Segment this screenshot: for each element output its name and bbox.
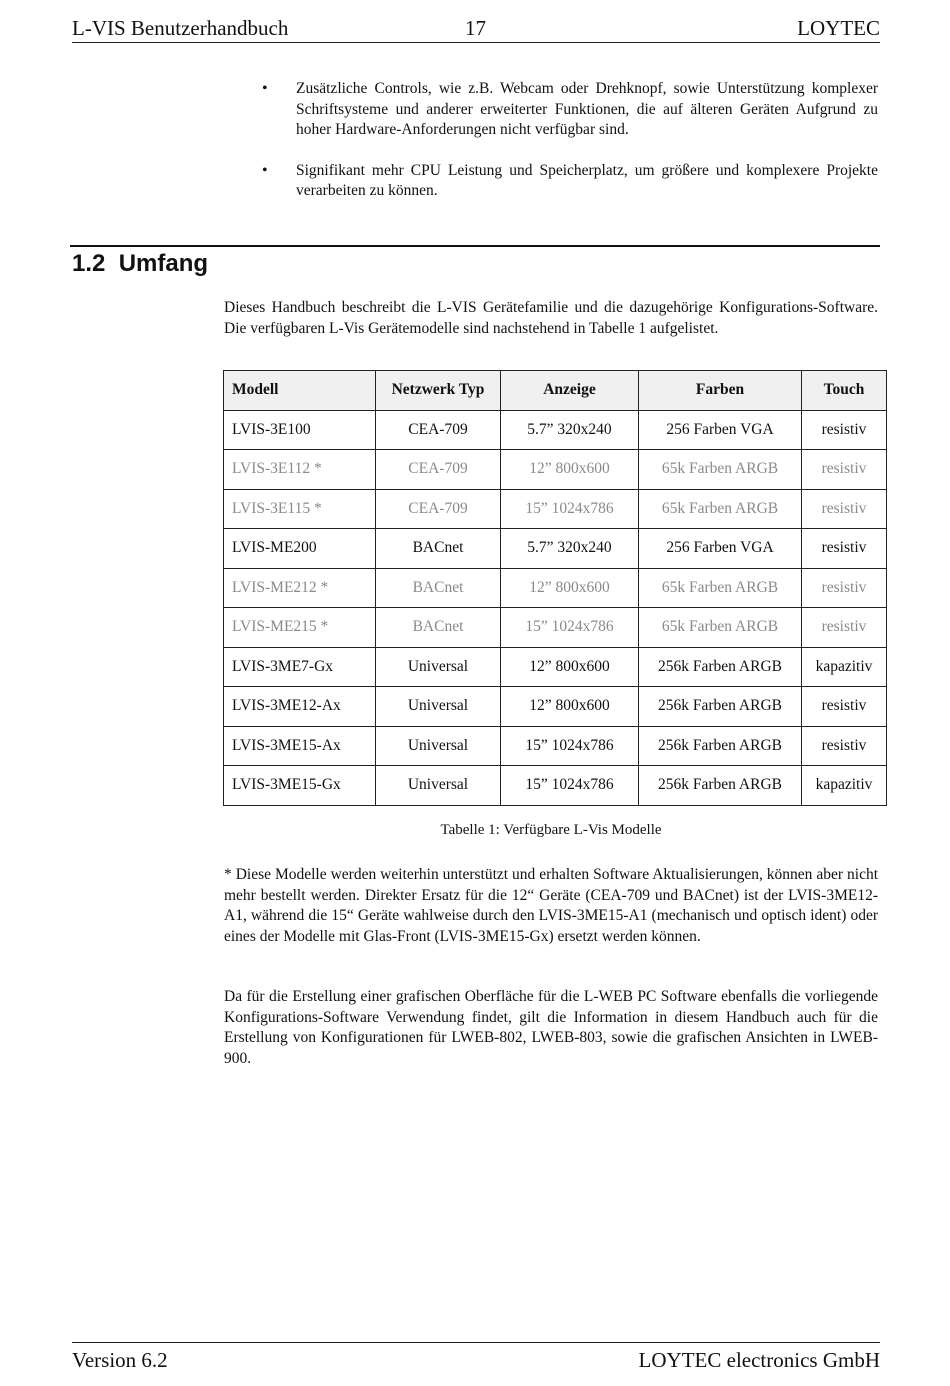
lweb-paragraph: Da für die Erstellung einer grafischen Oberfläche für die L-WEB PC Software ebenfalls die vorliegende Konfigurations-Software Verwendung findet, gilt die Information in diesem Handbuch auch für die Erstellung von Konfigurationen für LWEB-802, LWEB-803, sowie die grafischen Ansichten in LWEB-900. bbox=[224, 988, 878, 1067]
footer-company: LOYTEC electronics GmbH bbox=[638, 1348, 880, 1372]
cell-display: 15” 1024x786 bbox=[501, 608, 639, 648]
page-header bbox=[72, 14, 880, 43]
header-company: LOYTEC bbox=[797, 16, 880, 40]
cell-display: 15” 1024x786 bbox=[501, 766, 639, 806]
cell-touch: resistiv bbox=[802, 726, 887, 766]
cell-touch: kapazitiv bbox=[802, 766, 887, 806]
cell-colors: 256 Farben VGA bbox=[639, 529, 802, 569]
table-header-row bbox=[224, 371, 887, 411]
cell-model: LVIS-3ME12-Ax bbox=[224, 687, 376, 727]
cell-colors: 65k Farben ARGB bbox=[639, 489, 802, 529]
cell-model: LVIS-ME212 * bbox=[224, 568, 376, 608]
table-row bbox=[224, 568, 887, 608]
cell-display: 12” 800x600 bbox=[501, 687, 639, 727]
section-heading bbox=[72, 250, 208, 278]
section-title: Umfang bbox=[118, 250, 209, 277]
cell-model: LVIS-3E100 bbox=[224, 410, 376, 450]
column-header-colors: Farben bbox=[639, 371, 802, 411]
cell-network: BACnet bbox=[376, 568, 501, 608]
cell-display: 12” 800x600 bbox=[501, 647, 639, 687]
list-item bbox=[262, 161, 878, 202]
cell-display: 12” 800x600 bbox=[501, 450, 639, 490]
cell-model: LVIS-3E112 * bbox=[224, 450, 376, 490]
cell-colors: 65k Farben ARGB bbox=[639, 608, 802, 648]
table-row bbox=[224, 647, 887, 687]
table-body bbox=[224, 410, 887, 805]
bullet-icon: • bbox=[262, 161, 268, 179]
column-header-touch: Touch bbox=[802, 371, 887, 411]
cell-touch: resistiv bbox=[802, 568, 887, 608]
cell-network: Universal bbox=[376, 647, 501, 687]
list-item-text: Zusätzliche Controls, wie z.B. Webcam oder Drehknopf, sowie Unterstützung komplexer Schriftsysteme und anderer erweiterter Funktionen, die auf älteren Geräten Aufgrund zu hoher Hardware-Anforderungen nicht verfügbar sind. bbox=[296, 80, 878, 138]
list-item-text: Signifikant mehr CPU Leistung und Speicherplatz, um größere und komplexere Projekte verarbeiten zu können. bbox=[296, 161, 878, 199]
column-header-model: Modell bbox=[224, 371, 376, 411]
table-row bbox=[224, 766, 887, 806]
table-row bbox=[224, 529, 887, 569]
page-footer bbox=[72, 1342, 880, 1375]
cell-network: CEA-709 bbox=[376, 489, 501, 529]
cell-touch: resistiv bbox=[802, 410, 887, 450]
page-number: 17 bbox=[465, 16, 486, 40]
cell-network: BACnet bbox=[376, 608, 501, 648]
column-header-display: Anzeige bbox=[501, 371, 639, 411]
cell-display: 5.7” 320x240 bbox=[501, 529, 639, 569]
cell-model: LVIS-3ME15-Gx bbox=[224, 766, 376, 806]
header-title: L-VIS Benutzerhandbuch bbox=[72, 16, 289, 40]
table-row bbox=[224, 608, 887, 648]
table-caption: Tabelle 1: Verfügbare L-Vis Modelle bbox=[440, 822, 662, 838]
cell-model: LVIS-3ME15-Ax bbox=[224, 726, 376, 766]
cell-display: 15” 1024x786 bbox=[501, 489, 639, 529]
cell-model: LVIS-ME215 * bbox=[224, 608, 376, 648]
section-divider bbox=[70, 245, 880, 247]
table-row bbox=[224, 726, 887, 766]
cell-touch: resistiv bbox=[802, 687, 887, 727]
cell-model: LVIS-3E115 * bbox=[224, 489, 376, 529]
cell-display: 5.7” 320x240 bbox=[501, 410, 639, 450]
intro-paragraph: Dieses Handbuch beschreibt die L-VIS Gerätefamilie und die dazugehörige Konfigurations-Software. Die verfügbaren L-Vis Gerätemodelle sind nachstehend in Tabelle 1 aufgelistet. bbox=[224, 299, 878, 337]
models-table bbox=[223, 370, 887, 806]
cell-display: 12” 800x600 bbox=[501, 568, 639, 608]
cell-model: LVIS-3ME7-Gx bbox=[224, 647, 376, 687]
cell-colors: 256k Farben ARGB bbox=[639, 647, 802, 687]
cell-touch: resistiv bbox=[802, 450, 887, 490]
cell-colors: 256 Farben VGA bbox=[639, 410, 802, 450]
table-row bbox=[224, 410, 887, 450]
cell-network: Universal bbox=[376, 726, 501, 766]
column-header-network: Netzwerk Typ bbox=[376, 371, 501, 411]
cell-colors: 65k Farben ARGB bbox=[639, 568, 802, 608]
cell-network: Universal bbox=[376, 766, 501, 806]
cell-touch: resistiv bbox=[802, 489, 887, 529]
cell-display: 15” 1024x786 bbox=[501, 726, 639, 766]
bullet-icon: • bbox=[262, 80, 268, 97]
list-item bbox=[262, 79, 878, 141]
table-row bbox=[224, 450, 887, 490]
cell-network: BACnet bbox=[376, 529, 501, 569]
cell-touch: resistiv bbox=[802, 608, 887, 648]
cell-model: LVIS-ME200 bbox=[224, 529, 376, 569]
cell-network: CEA-709 bbox=[376, 410, 501, 450]
cell-network: Universal bbox=[376, 687, 501, 727]
cell-network: CEA-709 bbox=[376, 450, 501, 490]
table-row bbox=[224, 687, 887, 727]
feature-list bbox=[262, 79, 878, 222]
table-row bbox=[224, 489, 887, 529]
section-number: 1.2 bbox=[72, 250, 106, 277]
footer-version: Version 6.2 bbox=[72, 1348, 168, 1372]
cell-colors: 256k Farben ARGB bbox=[639, 766, 802, 806]
cell-touch: kapazitiv bbox=[802, 647, 887, 687]
note-paragraph: * Diese Modelle werden weiterhin unterstützt und erhalten Software Aktualisierungen, können aber nicht mehr bestellt werden. Direkter Ersatz für die 12“ Geräte (CEA-709 und BACnet) ist der LVIS-3ME12-A1, während die 15“ Geräte wahlweise durch den LVIS-3ME15-A1 (mechanisch und optisch ident) oder eines der Modelle mit Glas-Front (LVIS-3ME15-Gx) ersetzt werden können. bbox=[224, 866, 878, 945]
cell-colors: 256k Farben ARGB bbox=[639, 726, 802, 766]
cell-colors: 65k Farben ARGB bbox=[639, 450, 802, 490]
cell-touch: resistiv bbox=[802, 529, 887, 569]
cell-colors: 256k Farben ARGB bbox=[639, 687, 802, 727]
